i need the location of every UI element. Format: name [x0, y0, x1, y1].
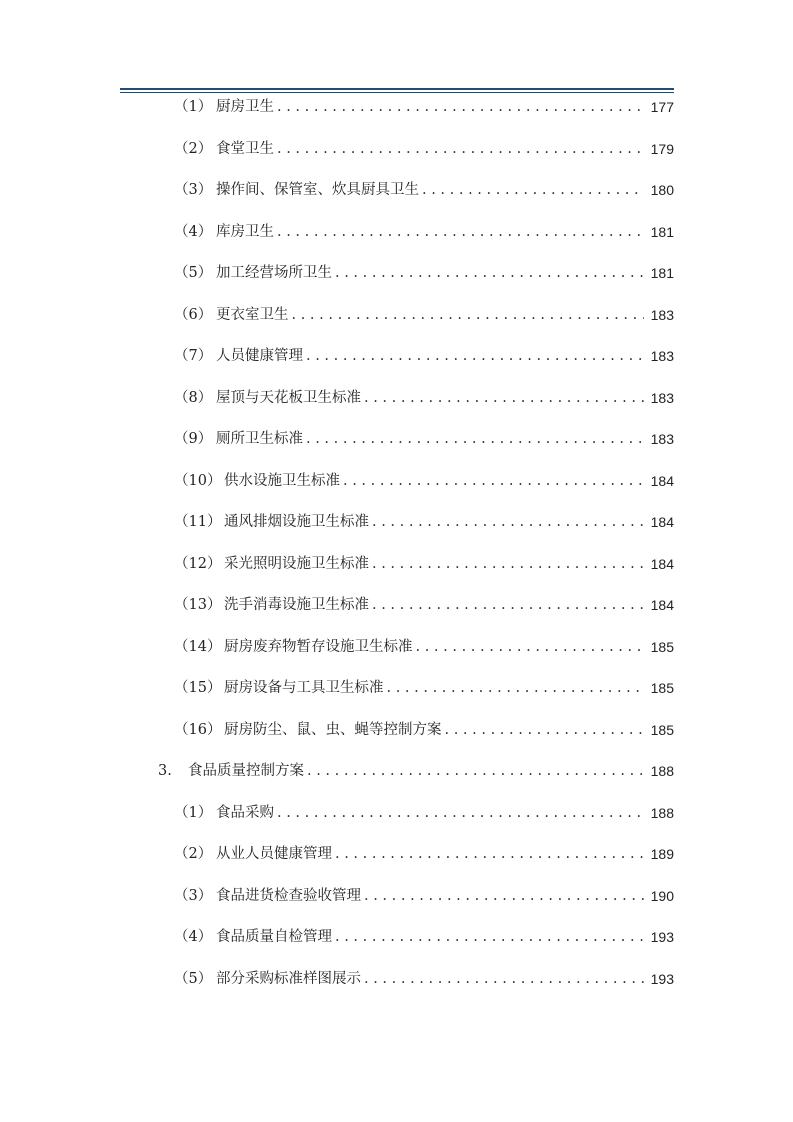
- toc-entry-number: （6）: [174, 307, 213, 323]
- toc-entry-page: 183: [650, 348, 674, 364]
- toc-entry-number: （16）: [174, 722, 222, 738]
- toc-entry-title: 食品采购: [216, 805, 274, 821]
- toc-entry[interactable]: [174, 635, 674, 659]
- toc-entry-page: 185: [650, 722, 674, 738]
- toc-entry-page: 193: [650, 971, 674, 987]
- toc-entry-page: 181: [650, 224, 674, 240]
- toc-leader-dots: [335, 925, 644, 949]
- toc-entry[interactable]: [174, 178, 674, 202]
- toc-leader-dots: [372, 510, 644, 534]
- toc-entry-number: （13）: [174, 597, 222, 613]
- toc-entry-title: 食堂卫生: [216, 141, 274, 157]
- toc-entry-number: （3）: [174, 888, 213, 904]
- toc-entry-page: 193: [650, 929, 674, 945]
- toc-leader-dots: [277, 220, 644, 244]
- toc-entry-page: 184: [650, 556, 674, 572]
- toc-entry[interactable]: [174, 95, 674, 119]
- toc-entry-title: 供水设施卫生标准: [224, 473, 340, 489]
- toc-entry-number: （7）: [174, 348, 213, 364]
- toc-section-title: 食品质量控制方案: [188, 763, 304, 779]
- toc-entry-title: 厨房防尘、鼠、虫、蝇等控制方案: [224, 722, 442, 738]
- toc-entry[interactable]: [174, 676, 674, 700]
- toc-leader-dots: [372, 593, 644, 617]
- toc-entry-title: 厨房卫生: [216, 99, 274, 115]
- toc-entry-page: 184: [650, 514, 674, 530]
- toc-section-number: 3.: [158, 763, 172, 779]
- toc-entry-number: （4）: [174, 224, 213, 240]
- toc-entry-number: （11）: [174, 514, 222, 530]
- toc-entry-title: 采光照明设施卫生标准: [224, 556, 369, 572]
- toc-leader-dots: [343, 469, 644, 493]
- toc-entry[interactable]: [174, 469, 674, 493]
- toc-entry[interactable]: [174, 510, 674, 534]
- toc-entry-number: （4）: [174, 929, 213, 945]
- toc-leader-dots: [364, 967, 644, 991]
- toc-leader-dots: [372, 552, 644, 576]
- toc-entry-title: 库房卫生: [216, 224, 274, 240]
- toc-leader-dots: [387, 676, 645, 700]
- toc-entry-page: 183: [650, 431, 674, 447]
- toc-entry[interactable]: [174, 842, 674, 866]
- toc-entry-page: 184: [650, 597, 674, 613]
- toc-entry[interactable]: [174, 884, 674, 908]
- toc-entry-title: 屋顶与天花板卫生标准: [216, 390, 361, 406]
- toc-entry-title: 洗手消毒设施卫生标准: [224, 597, 369, 613]
- toc-leader-dots: [277, 137, 644, 161]
- toc-leader-dots: [335, 842, 644, 866]
- toc-entry-page: 185: [650, 639, 674, 655]
- toc-entry-page: 188: [650, 805, 674, 821]
- toc-leader-dots: [422, 178, 644, 202]
- toc-entry-number: （9）: [174, 431, 213, 447]
- toc-entry-number: （14）: [174, 639, 222, 655]
- toc-entry-number: （2）: [174, 141, 213, 157]
- toc-entry-title: 食品进货检查验收管理: [216, 888, 361, 904]
- toc-entry-number: （5）: [174, 971, 213, 987]
- toc-entry-page: 190: [650, 888, 674, 904]
- toc-entry[interactable]: [174, 303, 674, 327]
- toc-leader-dots: [335, 261, 644, 285]
- toc-entry-page: 189: [650, 846, 674, 862]
- toc-entry-number: （15）: [174, 680, 222, 696]
- toc-entry-title: 人员健康管理: [216, 348, 303, 364]
- toc-entry[interactable]: [174, 718, 674, 742]
- toc-entry-number: （5）: [174, 265, 213, 281]
- toc-entry[interactable]: [174, 925, 674, 949]
- toc-entry-number: （10）: [174, 473, 222, 489]
- toc-entry[interactable]: [174, 593, 674, 617]
- toc-entry[interactable]: [174, 801, 674, 825]
- toc-entry[interactable]: [174, 344, 674, 368]
- toc-section-entry[interactable]: [158, 759, 674, 783]
- toc-leader-dots: [306, 344, 644, 368]
- toc-leader-dots: [364, 386, 644, 410]
- toc-entry[interactable]: [174, 427, 674, 451]
- toc-entry-page: 183: [650, 307, 674, 323]
- toc-leader-dots: [292, 303, 645, 327]
- toc-entry-number: （12）: [174, 556, 222, 572]
- toc-entry-title: 厕所卫生标准: [216, 431, 303, 447]
- toc-entry-title: 更衣室卫生: [216, 307, 289, 323]
- toc-entry-number: （1）: [174, 805, 213, 821]
- toc-entry[interactable]: [174, 386, 674, 410]
- toc-entry-title: 部分采购标准样图展示: [216, 971, 361, 987]
- toc-entry-title: 厨房设备与工具卫生标准: [224, 680, 384, 696]
- toc-entry-page: 185: [650, 680, 674, 696]
- toc-entry-page: 184: [650, 473, 674, 489]
- toc-leader-dots: [306, 427, 644, 451]
- toc-entry-title: 加工经营场所卫生: [216, 265, 332, 281]
- toc-entry-number: （1）: [174, 99, 213, 115]
- toc-entry[interactable]: [174, 220, 674, 244]
- toc-leader-dots: [307, 759, 648, 783]
- toc-entry-page: 180: [650, 182, 674, 198]
- toc-entry-title: 厨房废弃物暂存设施卫生标准: [224, 639, 413, 655]
- toc-entry-page: 181: [650, 265, 674, 281]
- toc-leader-dots: [364, 884, 644, 908]
- toc-entry-number: （3）: [174, 182, 213, 198]
- toc-leader-dots: [445, 718, 645, 742]
- toc-entry-title: 食品质量自检管理: [216, 929, 332, 945]
- toc-entry[interactable]: [174, 261, 674, 285]
- toc-entry-number: （2）: [174, 846, 213, 862]
- toc-entry-title: 从业人员健康管理: [216, 846, 332, 862]
- toc-entry-number: （8）: [174, 390, 213, 406]
- toc-entry[interactable]: [174, 552, 674, 576]
- toc-entry-page: 177: [650, 99, 674, 115]
- toc-entry[interactable]: [174, 967, 674, 991]
- toc-leader-dots: [277, 801, 644, 825]
- toc-leader-dots: [277, 95, 644, 119]
- toc-leader-dots: [416, 635, 645, 659]
- toc-entry-page: 179: [650, 141, 674, 157]
- toc-entry-title: 通风排烟设施卫生标准: [224, 514, 369, 530]
- toc-entry-page: 183: [650, 390, 674, 406]
- toc-entry[interactable]: [174, 137, 674, 161]
- toc-entry-title: 操作间、保管室、炊具厨具卫生: [216, 182, 419, 198]
- toc-section-page: 188: [650, 763, 674, 779]
